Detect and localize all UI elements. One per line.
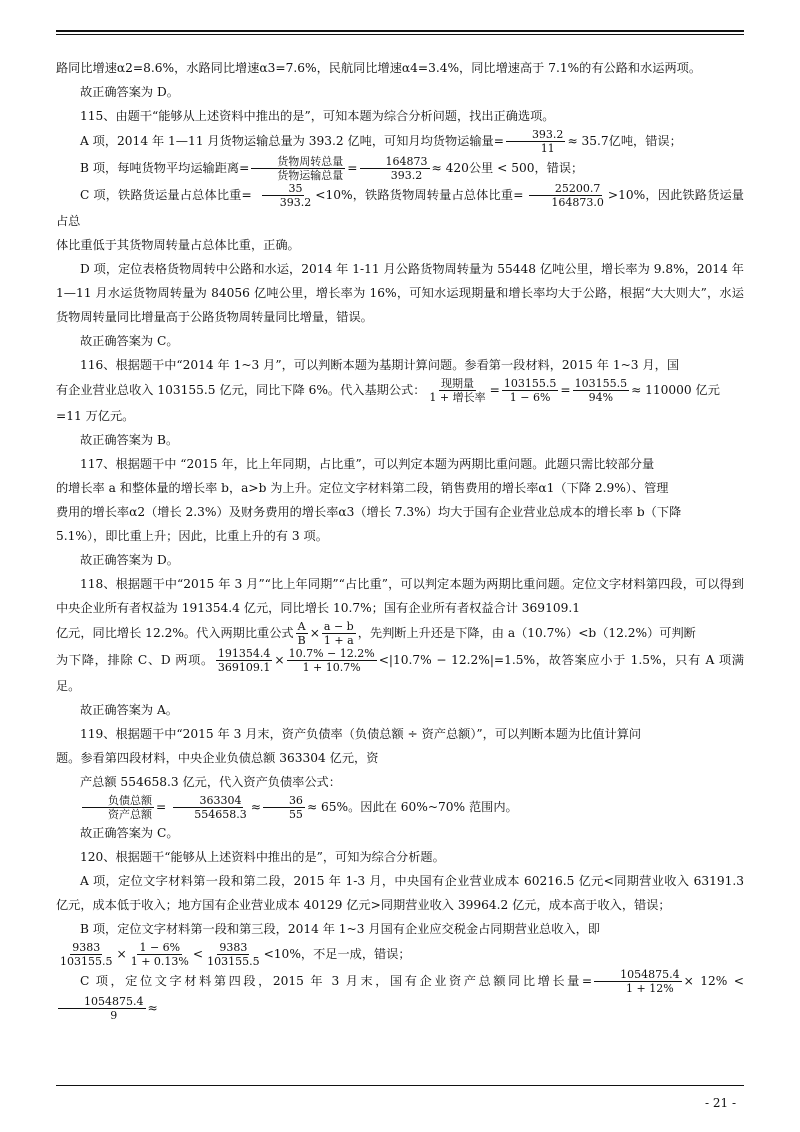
fraction-denominator: 1 + 10.7% [302,661,361,674]
option-c-tail: ≈ [147,1001,158,1015]
fraction-numerator: 164873 [360,155,430,169]
option-b-115 [56,155,744,182]
fraction-denominator: 资产总额 [108,808,152,821]
formula-result: ≈ 110000 亿元 [631,383,720,397]
fraction-numerator: 1054875.4 [58,995,146,1009]
fraction-numerator: 9383 [72,941,101,954]
header-rule-thin [56,34,744,35]
footer-rule [56,1085,744,1086]
fraction [296,620,308,647]
option-a-120: A 项，定位文字材料第一段和第二段，2015 年 1-3 月，中央国有企业营业成本 60216.5 亿元<同期营业收入 63191.3 亿元，成本低于收入；地方国有企业营业成本 40129 亿元>同期营业收入 39964.2 亿元，成本高于收入，错误； [56,874,744,912]
option-a-result: ≈ 35.7亿吨，错误； [567,134,682,148]
option-c-text: C 项，铁路货运量占总体比重= [80,188,252,202]
question-117-intro: 117、根据题干中 “2015 年，比上年同期，占比重”，可以判定本题为两期比重问题。此题只需比较部分量 [80,457,655,471]
question-115-intro: 115、由题干“能够从上述资料中推出的是”，可知本题为综合分析问题，找出正确选项。 [80,109,555,123]
question-117-line2: 的增长率 a 和整体量的增长率 b，a>b 为上升。定位文字材料第二段，销售费用的增长率α1（下降 2.9%）、管理 [56,481,669,495]
question-119-intro: 119、根据题干中“2015 年 3 月末，资产负债率（负债总额 ÷ 资产总额）”，可以判断本题为比值计算问 [80,727,642,741]
fraction-denominator: 货物运输总量 [277,169,344,182]
fraction [287,647,377,674]
question-118-formula [56,620,744,647]
question-116-intro: 116、根据题干中“2014 年 1~3 月”，可以判断本题为基期计算问题。参看第一段材料，2015 年 1~3 月，国 [80,358,680,372]
fraction-denominator: 164873.0 [551,196,604,209]
calc-lead: 为下降，排除 C、D 两项。 [56,653,214,667]
fraction [573,377,630,404]
formula-lead: 有企业营业总收入 103155.5 亿元，同比下降 6%。代入基期公式： [56,383,426,397]
fraction-denominator: 9 [110,1009,118,1022]
question-119-line3: 产总额 554658.3 亿元，代入资产负债率公式： [80,775,341,789]
page-number: - 21 - [704,1096,736,1110]
fraction-numerator: 191354.4 [217,647,271,660]
option-c-115 [56,182,744,233]
answer-114: 故正确答案为 D。 [80,85,179,99]
question-120-intro: 120、根据题干“能够从上述资料中推出的是”，可知为综合分析题。 [80,850,445,864]
fraction [129,941,191,968]
fraction [58,941,115,968]
fraction [506,128,566,155]
times-sign: × [309,626,320,640]
fraction-denominator: 11 [540,142,555,155]
fraction-numerator: a − b [323,620,354,633]
fraction-denominator: 393.2 [279,196,312,209]
document-body [56,56,744,1022]
fraction-numerator: 9383 [219,941,248,954]
less-than-sign: < [192,947,204,961]
fraction [251,155,345,182]
calc-tail: <|10.7% − 12.2%|=1.5%，故答案应小于 1.5%，只有 A 项满足。 [56,653,744,693]
fraction [82,794,154,821]
fraction [360,155,430,182]
fraction-numerator: 现期量 [441,377,475,390]
fraction-numerator: 1054875.4 [594,968,682,982]
formula-lead: 亿元，同比增长 12.2%。代入两期比重公式 [56,626,294,640]
formula-result: <10%，不足一成，错误； [263,947,411,961]
option-a-text: A 项，2014 年 1—11 月货物运输总量为 393.2 亿吨，可知月均货物运输量= [80,134,504,148]
approx-sign: ≈ [250,800,261,814]
question-117-line3: 费用的增长率α2（增长 2.3%）及财务费用的增长率α3（增长 7.3%）均大于国有企业营业总成本的增长率 b（下降 [56,505,682,519]
option-c-120 [56,968,744,1022]
times-sign: × [116,947,127,961]
option-c-continued: 体比重低于其货物周转量占总体比重，正确。 [56,238,300,252]
times-sign: × [274,653,285,667]
fraction-numerator: A [297,620,306,633]
option-b-120: B 项，定位文字材料第一段和第三段，2014 年 1~3 月国有企业应交税金占同期营业总收入，即 [80,922,600,936]
option-d-115: D 项，定位表格货物周转中公路和水运，2014 年 1-11 月公路货物周转量为 55448 亿吨公里，增长率为 9.8%，2014 年 1—11 月水运货物周转量为 84056 亿吨公里，增长率为 16%，可知水运现期量和增长率均大于公路，根据“大大则大”，水运货物周转量同比增量高于公路货物周转量同比增量，错误。 [56,262,744,324]
option-c-mid: <10%，铁路货物周转量占总体比重= [315,188,524,202]
fraction-numerator: 货物周转总量 [251,155,345,169]
fraction-numerator: 363304 [173,794,243,808]
option-c-text: C 项，定位文字材料第四段，2015 年 3 月末，国有企业资产总额同比增长量= [80,974,593,988]
equals-sign: = [560,383,571,397]
answer-116: 故正确答案为 B。 [80,433,179,447]
fraction [168,794,249,821]
question-116-result: =11 万亿元。 [56,409,135,423]
fraction-denominator: 554658.3 [194,808,247,821]
question-119-formula [56,794,744,821]
fraction-numerator: 35 [262,182,304,196]
question-118-intro: 118、根据题干中“2015 年 3 月”“比上年同期”“占比重”，可以判定本题为两期比重问题。定位文字材料第四段，可以得到中央企业所有者权益为 191354.4 亿元，同比增长 10.7%；国有企业所有者权益合计 369109.1 [56,577,744,615]
fraction [263,794,305,821]
fraction-numerator: 负债总额 [82,794,154,808]
fraction [502,377,559,404]
fraction-denominator: 369109.1 [217,661,271,674]
question-118-calc [56,647,744,698]
fraction-denominator: 94% [588,391,614,404]
fraction-numerator: 25200.7 [529,182,603,196]
fraction-denominator: B [297,634,306,647]
fraction-denominator: 55 [288,808,303,821]
fraction [525,182,606,209]
fraction [58,995,146,1022]
fraction [594,968,682,995]
fraction-denominator: 103155.5 [60,955,113,968]
fraction-denominator: 1 + 12% [626,982,674,995]
option-b-result: ≈ 420公里 < 500，错误； [431,161,584,175]
formula-result: ≈ 65%。因此在 60%~70% 范围内。 [306,800,518,814]
fraction-numerator: 103155.5 [574,377,628,390]
fraction-denominator: 1 + a [323,634,354,647]
answer-118: 故正确答案为 A。 [80,703,178,717]
fraction-denominator: 1 + 增长率 [429,391,486,404]
fraction [254,182,314,209]
formula-tail: ，先判断上升还是下降，由 a（10.7%）<b（12.2%）可判断 [357,626,696,640]
times-sign: × 12% < [683,974,744,988]
fraction [216,647,273,674]
header-rule-thick [56,30,744,32]
fraction-numerator: 36 [263,794,305,808]
fraction-numerator: 1 − 6% [139,941,181,954]
fraction [205,941,262,968]
equals-sign: = [347,161,358,175]
fraction [322,620,356,647]
answer-119: 故正确答案为 C。 [80,826,179,840]
option-a-115 [56,128,744,155]
fraction-denominator: 393.2 [390,169,423,182]
question-117-line4: 5.1%），即比重上升；因此，比重上升的有 3 项。 [56,529,328,543]
fraction-denominator: 1 − 6% [509,391,551,404]
answer-115: 故正确答案为 C。 [80,334,179,348]
option-b-120-formula [56,941,744,968]
fraction [427,377,487,404]
question-116-formula [56,377,744,404]
question-119-line2: 题。参看第四段材料，中央企业负债总额 363304 亿元，资 [56,751,379,765]
fraction-denominator: 103155.5 [207,955,260,968]
paragraph-114-end: 路同比增速α2=8.6%，水路同比增速α3=7.6%，民航同比增速α4=3.4%，同比增速高于 7.1%的有公路和水运两项。 [56,61,702,75]
fraction-denominator: 1 + 0.13% [130,955,189,968]
option-b-text: B 项，每吨货物平均运输距离= [80,161,250,175]
fraction-numerator: 10.7% − 12.2% [288,647,375,660]
equals-sign: = [156,800,167,814]
option-c-tail: >10%，因此铁路货运量占总 [56,188,744,228]
fraction-numerator: 103155.5 [503,377,557,390]
equals-sign: = [489,383,500,397]
answer-117: 故正确答案为 D。 [80,553,179,567]
fraction-numerator: 393.2 [506,128,566,142]
